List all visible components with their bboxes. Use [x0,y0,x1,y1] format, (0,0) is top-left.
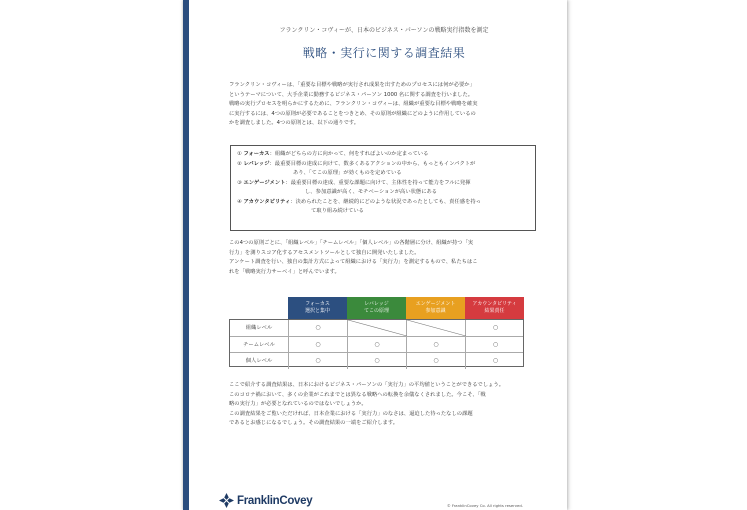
document-page [183,0,567,510]
principle-continuation: て取り組み続けている [311,208,364,214]
method-paragraph [229,239,535,277]
diagonal-slash-icon [348,320,407,336]
closing-line: 略の実行力」が必要となれているのではないでしょうか。 [229,401,367,407]
matrix-header-accountability: アカウンタビリティ 結果責任 [465,297,524,319]
matrix-cell-empty [407,320,466,336]
matrix-cell: ○ [348,337,407,353]
principle-item: ① フォーカス：組織がどちらの方に向かって、何をすればよいのか定まっている [237,151,429,157]
principle-name: レバレッジ [243,160,270,167]
copyright-text: © FranklinCovey Co. All rights reserved. [446,503,523,508]
intro-line: 戦略の実行プロセスを明らかにするために、フランクリン・コヴィーは、組織が重要な目標や戦略を確実 [229,101,478,107]
document-title: 戦略・実行に関する調査結果 [302,46,466,60]
page-accent-stripe [183,0,189,510]
method-line: アンケート調査を行い、独自の集計方式によって組織における「実行力」を測定するもので、私たちはこ [229,259,478,265]
principle-item: ③ エンゲージメント：最重要目標の達成、重要な課題に向けて、主体性を持って能力をフルに発揮 [237,179,471,186]
logo-wordmark: FranklinCovey [237,494,313,507]
principle-continuation: あり、「てこの原理」が効くものを定めている [293,170,402,176]
principle-name: アカウンタビリティ [243,198,291,205]
matrix-body [229,319,524,367]
matrix-cell: ○ [289,353,348,369]
intro-line: フランクリン・コヴィーは、「重要な目標や戦略が実行され成果を出すためのプロセスには何が必要か」 [229,82,475,88]
principles-matrix [229,297,524,367]
method-line: この4つの原則ごとに、「組織レベル」「チームレベル」「個人レベル」の各階層に分け、組織が持つ「実 [229,240,474,246]
principle-item: ④ アカウンタビリティ：決められたことを、継続的にどのような状況であったとしても、責任感を持っ [237,198,481,205]
table-row [230,352,523,368]
row-label: 個人レベル [230,353,289,369]
intro-line: に実行するには、4つの原則が必要であることをつきとめ、その原則が組織にどのように作用しているの [229,110,476,117]
row-label: 組織レベル [230,320,289,336]
matrix-cell: ○ [492,357,499,364]
intro-paragraph [229,81,535,129]
matrix-cell: ○ [289,320,348,336]
principle-continuation: し、参加意識が高く、モチベーションが高い状態にある [305,189,438,195]
intro-line: というテーマについて、大手企業に勤務するビジネス・パーソン 1000 名に関する調査を行いました。 [229,91,474,98]
principle-desc: ：最重要目標の達成、重要な課題に向けて、主体性を持って能力をフルに発揮 [285,179,471,186]
closing-line: であるとお感じになるでしょう。その調査結果の一端をご紹介します。 [229,420,399,426]
principle-item: ② レバレッジ：最重要目標の達成に向けて、数多くあるアクションの中から、もっともインパクトが [237,160,476,167]
matrix-cell-empty [348,320,407,336]
principle-desc: ：組織がどちらの方に向かって、何をすればよいのか定まっている [269,151,429,157]
principle-name: エンゲージメント [243,179,286,186]
method-line: れを「戦略実行力サーベイ」と呼んでいます。 [229,268,340,275]
matrix-header-focus: フォーカス 選択と集中 [288,297,347,319]
table-row [230,336,523,352]
row-label: チームレベル [230,337,289,353]
closing-paragraph [229,381,535,429]
matrix-cell: ○ [348,353,407,369]
document-kicker: フランクリン・コヴィーが、日本のビジネス・パーソンの戦略実行指数を測定 [279,27,489,34]
table-row [230,320,523,336]
principles-box [230,145,536,231]
principle-desc: ：決められたことを、継続的にどのような状況であったとしても、責任感を持っ [290,198,481,205]
matrix-cell: ○ [407,337,466,353]
matrix-cell: ○ [407,353,466,369]
franklincovey-logo [219,493,312,508]
matrix-cell: ○ [492,341,499,348]
closing-line: この調査結果をご覧いただければ、日本企業における「実行力」のなさは、逼迫した待ったなしの課題 [229,410,473,417]
intro-line: かを調査しました。4つの原則とは、以下の通りです。 [229,120,360,126]
principle-desc: ：最重要目標の達成に向けて、数多くあるアクションの中から、もっともインパクトが [269,160,476,167]
closing-line: ここで紹介する調査結果は、日本におけるビジネス・パーソンの「実行力」の平均値ということができるでしょう。 [229,382,505,388]
diagonal-slash-icon [407,320,466,336]
matrix-cell: ○ [289,337,348,353]
closing-line: このコロナ禍において、多くの企業がこれまでとは異なる戦略への転換を余儀なくされました。今こそ、「戦 [229,391,486,398]
matrix-header-leverage: レバレッジ てこの原理 [347,297,406,319]
logo-mark-icon [219,493,234,508]
method-line: 行力」を測りスコア化するアセスメントツールとして独自に開発いたしました。 [229,249,420,256]
matrix-cell: ○ [492,324,499,331]
matrix-header-engagement: エンゲージメント 参加意識 [406,297,465,319]
principle-name: フォーカス [243,151,270,157]
